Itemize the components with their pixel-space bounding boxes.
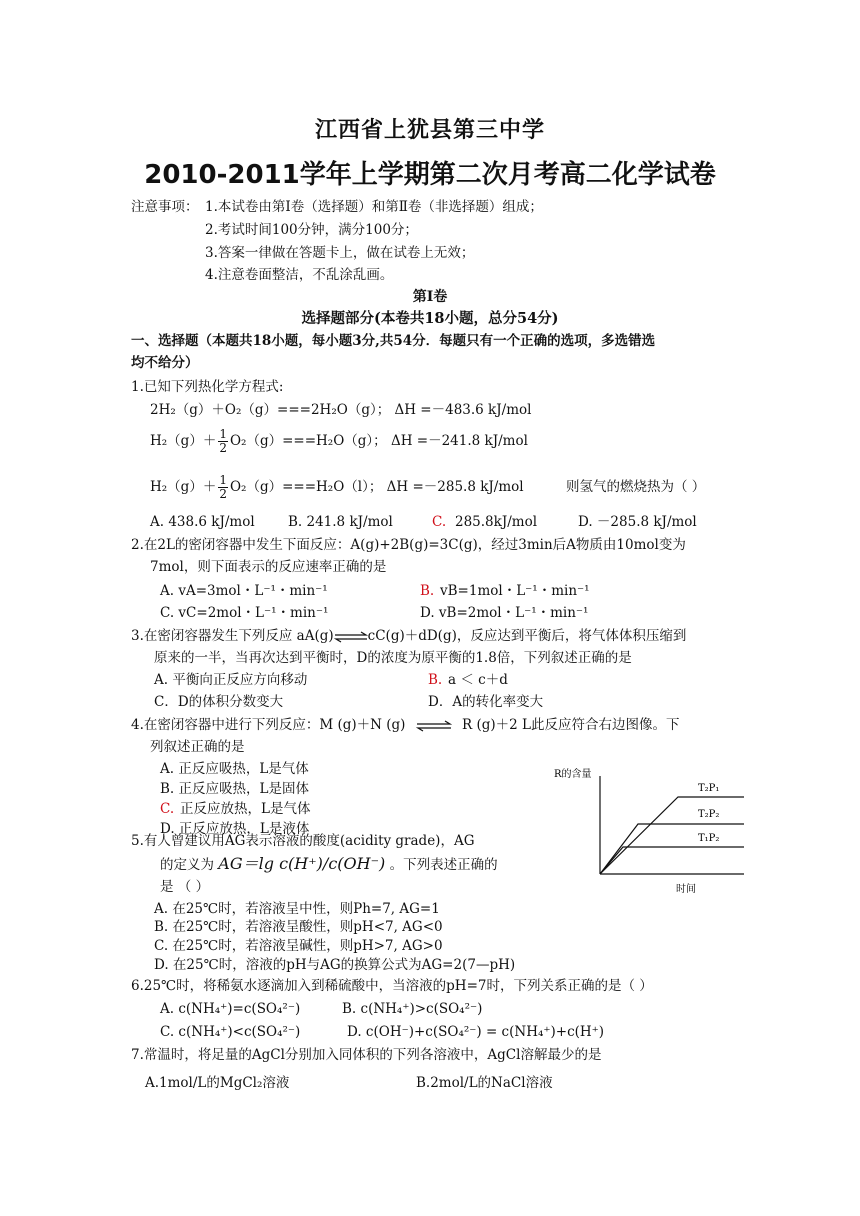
q5-line2-a: 的定义为 [160,857,214,873]
q4-option-d: D. 正反应放热，L是液体 [160,821,310,837]
q4-line1 [131,716,680,734]
q2-line1: 2.在2L的密闭容器中发生下面反应：A(g)+2B(g)=3C(g)，经过3min后A物质由10mol变为 [131,537,686,553]
q5-line3: 是 （ ） [160,879,210,895]
q4-graph [548,762,748,897]
note-item-1: 1.本试卷由第Ⅰ卷（选择题）和第Ⅱ卷（非选择题）组成； [205,199,543,215]
curve-label-t1p2: T₁P₂ [698,833,720,844]
q5-line2 [160,855,498,874]
q4-option-c-letter: C. [160,801,175,817]
q4-line1-b: R (g)＋2 L此反应符合右边图像。下 [462,717,680,733]
q5-option-c: C. 在25℃时，若溶液呈碱性，则pH>7, AG>0 [154,938,443,954]
q2-option-b: vB=1mol・L⁻¹・min⁻¹ [440,583,590,599]
equilibrium-arrow-icon [334,631,368,643]
q7-option-a: A.1mol/L的MgCl₂溶液 [145,1075,290,1091]
q4-line2: 列叙述正确的是 [150,739,245,755]
curve-t2p1 [600,797,744,874]
q3-line2: 原来的一半，当再次达到平衡时，D的浓度为原平衡的1.8倍，下列叙述正确的是 [154,650,632,666]
q4-option-b: B. 正反应吸热，L是固体 [160,781,309,797]
q6-option-c: C. c(NH₄⁺)<c(SO₄²⁻) [160,1024,301,1040]
q6-option-a: A. c(NH₄⁺)=c(SO₄²⁻) [160,1001,301,1017]
q6-line1: 6.25℃时，将稀氨水逐滴加入到稀硫酸中，当溶液的pH=7时，下列关系正确的是（ ） [131,978,653,994]
q1-option-a: A. 438.6 kJ/mol [150,514,255,530]
q1-eq3-post: O₂（g）===H₂O（l）； ΔH =－285.8 kJ/mol [229,479,524,495]
part1-title: 第Ⅰ卷 [412,289,448,305]
q4-option-c: 正反应放热，L是气体 [180,801,311,817]
q4-line1-a: 4.在密闭容器中进行下列反应：M (g)＋N (g) [131,717,406,733]
q6-option-d: D. c(OH⁻)+c(SO₄²⁻) = c(NH₄⁺)+c(H⁺) [347,1024,605,1040]
q6-option-b: B. c(NH₄⁺)>c(SO₄²⁻) [342,1001,483,1017]
q3-option-b: a ＜ c＋d [448,672,508,688]
equilibrium-arrow-icon [416,720,452,732]
q4-option-a: A. 正反应吸热，L是气体 [160,761,309,777]
graph-ylabel: R的含量 [554,769,592,780]
q3-line1-a: 3.在密闭容器发生下列反应 aA(g) [131,628,334,644]
q2-option-a: A. vA=3mol・L⁻¹・min⁻¹ [160,583,328,599]
q1-option-d: D. －285.8 kJ/mol [578,514,697,530]
fraction-half [218,428,228,455]
q5-line1: 5.有人曾建议用AG表示溶液的酸度(acidity grade)，AG [131,833,475,849]
q3-line1 [131,627,686,645]
school-title: 江西省上犹县第三中学 [314,118,545,143]
curve-t1p2 [600,847,744,874]
part1-subtitle: 选择题部分(本卷共18小题，总分54分) [301,310,559,327]
q1-eq2-pre: H₂（g）＋ [150,433,217,449]
q5-option-b: B. 在25℃时，若溶液呈酸性，则pH<7, AG<0 [154,919,443,935]
q3-line1-b: cC(g)＋dD(g)，反应达到平衡后，将气体体积压缩到 [367,628,687,644]
q1-eq1: 2H₂（g）＋O₂（g）===2H₂O（g）； ΔH =－483.6 kJ/mol [150,402,532,418]
note-item-3: 3.答案一律做在答题卡上，做在试卷上无效； [205,245,475,261]
q1-ask: 则氢气的燃烧热为（ ） [566,479,706,495]
q3-option-b-letter: B. [428,672,443,688]
ag-formula: AG＝lg c(H⁺)/c(OH⁻) [218,854,386,873]
fraction-half [218,474,228,501]
q1-option-c-letter: C. [432,514,447,530]
q1-option-b: B. 241.8 kJ/mol [288,514,393,530]
q1-option-c: 285.8kJ/mol [455,514,538,530]
frac-num: 1 [219,473,227,487]
q2-option-c: C. vC=2mol・L⁻¹・min⁻¹ [160,605,329,621]
notes-label: 注意事项： [131,199,199,215]
q1-eq3 [150,472,524,502]
q3-option-a: A. 平衡向正反应方向移动 [154,672,308,688]
q2-line2: 7mol，则下面表示的反应速率正确的是 [150,559,387,575]
q7-option-b: B.2mol/L的NaCl溶液 [416,1075,553,1091]
q2-option-b-letter: B. [420,583,435,599]
q5-option-d: D. 在25℃时，溶液的pH与AG的换算公式为AG=2(7—pH) [154,957,516,973]
note-item-4: 4.注意卷面整洁，不乱涂乱画。 [205,267,394,283]
note-item-2: 2.考试时间100分钟，满分100分； [205,222,418,238]
frac-num: 1 [219,427,227,441]
section-heading-line2: 均不给分） [131,355,199,371]
q1-eq2 [150,426,528,456]
q2-option-d: D. vB=2mol・L⁻¹・min⁻¹ [420,605,589,621]
q1-eq2-post: O₂（g）===H₂O（g）； ΔH =－241.8 kJ/mol [229,433,528,449]
q3-option-d: D．A的转化率变大 [428,694,544,710]
q5-line2-b: 。下列表述正确的 [389,857,498,873]
exam-title: 2010-2011学年上学期第二次月考高二化学试卷 [144,160,716,190]
q5-option-a: A. 在25℃时，若溶液呈中性，则Ph=7, AG=1 [154,901,440,917]
q1-stem: 1.已知下列热化学方程式: [131,379,284,395]
curve-label-t2p1: T₂P₁ [698,783,720,794]
q7-line1: 7.常温时，将足量的AgCl分别加入同体积的下列各溶液中，AgCl溶解最少的是 [131,1047,602,1063]
curve-label-t2p2: T₂P₂ [698,809,720,820]
frac-den: 2 [219,487,227,501]
frac-den: 2 [219,441,227,455]
graph-xlabel: 时间 [676,884,696,895]
q1-eq3-pre: H₂（g）＋ [150,479,217,495]
q3-option-c: C．D的体积分数变大 [154,694,284,710]
section-heading-line1: 一、选择题（本题共18小题，每小题3分,共54分．每题只有一个正确的选项，多选错选 [131,333,656,349]
